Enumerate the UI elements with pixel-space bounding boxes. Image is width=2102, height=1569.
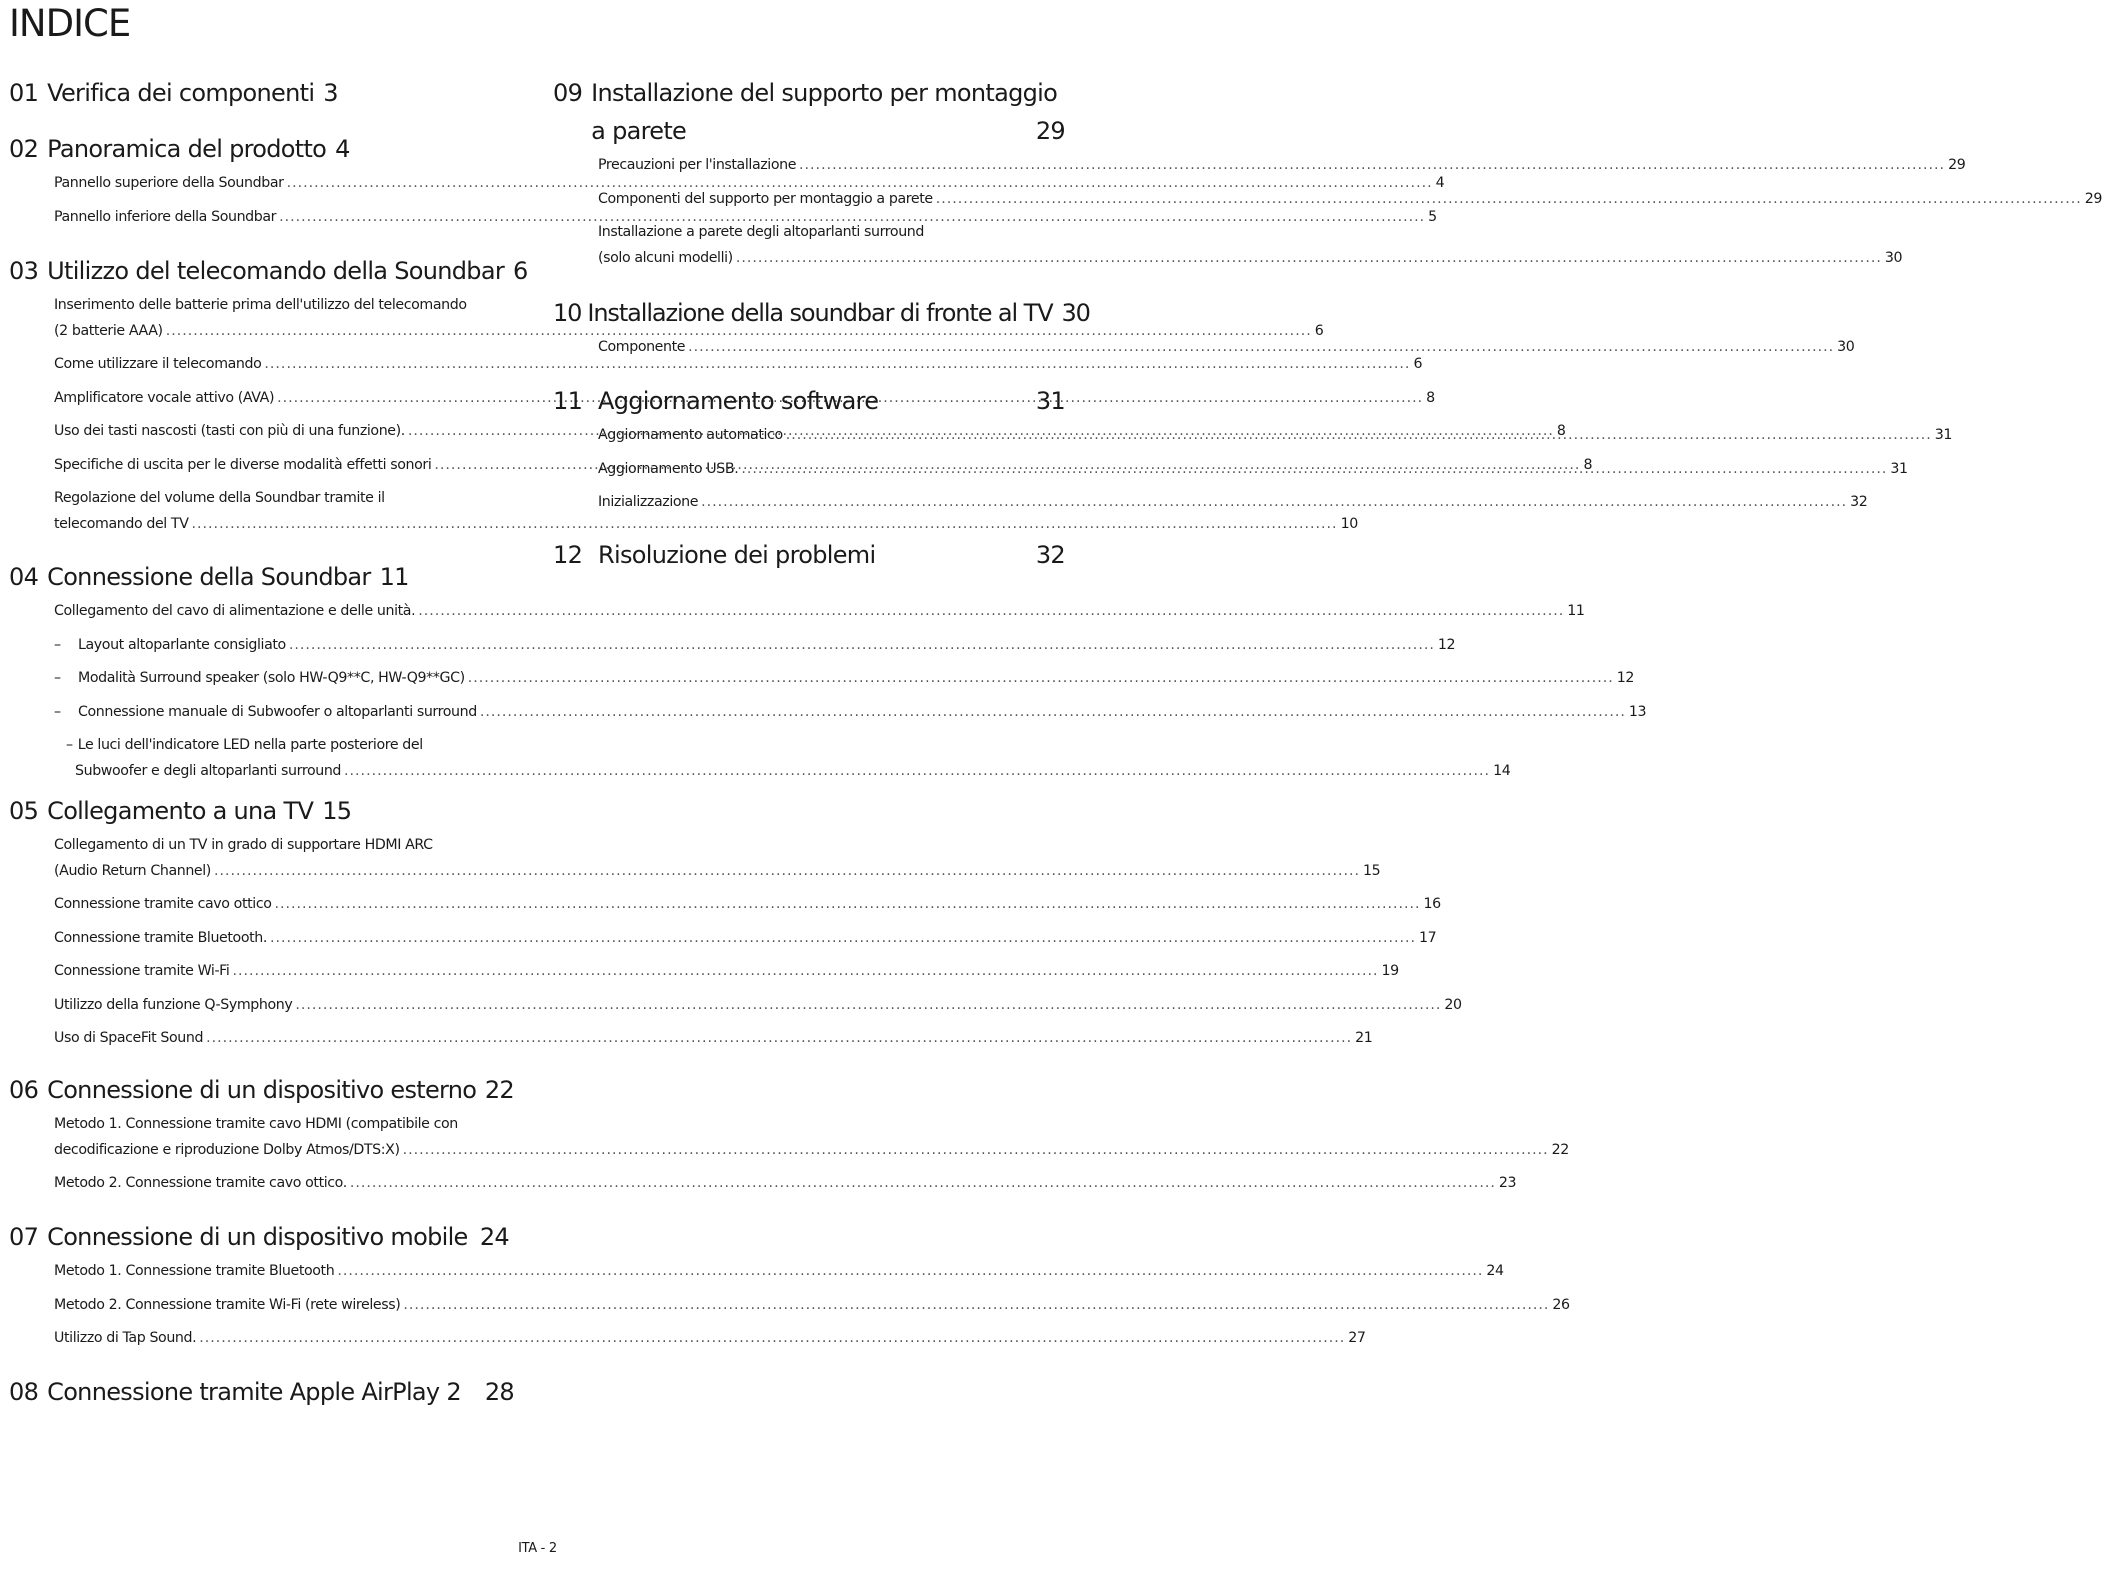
section-heading[interactable] xyxy=(553,382,1065,420)
entry-text: (Audio Return Channel) xyxy=(54,862,211,879)
section-page-number: 3 xyxy=(323,79,338,107)
entry-line xyxy=(54,1259,1504,1285)
entry-page-number: 31 xyxy=(1934,427,1953,443)
dot-leader xyxy=(295,993,1441,1019)
toc-entry[interactable] xyxy=(54,926,1437,952)
entry-text: Connessione tramite cavo ottico xyxy=(54,896,272,912)
entry-text: Installazione a parete degli altoparlanti surround xyxy=(598,224,924,240)
toc-section xyxy=(9,74,521,112)
entry-dash: – xyxy=(54,703,61,720)
entry-line xyxy=(54,633,1456,659)
entry-page-number: 6 xyxy=(1413,356,1423,372)
section-heading[interactable] xyxy=(9,1071,514,1109)
toc-entry[interactable] xyxy=(598,457,1908,483)
entry-page-number: 8 xyxy=(1583,456,1593,473)
toc-section xyxy=(9,1373,521,1411)
entry-text: Connessione manuale di Subwoofer o altoparlanti surround xyxy=(78,703,477,720)
entry-list xyxy=(54,1259,1570,1352)
section-page-number: 6 xyxy=(513,257,528,285)
toc-entry[interactable] xyxy=(54,993,1462,1019)
dot-leader xyxy=(936,187,2082,213)
section-title: Aggiornamento software xyxy=(598,387,879,415)
section-number: 05 xyxy=(9,797,39,825)
entry-text-line xyxy=(54,833,519,859)
dot-leader xyxy=(480,700,1626,726)
section-heading[interactable] xyxy=(9,130,521,168)
toc-entry[interactable] xyxy=(54,1171,1517,1197)
entry-list xyxy=(54,599,1647,784)
entry-list xyxy=(598,335,1855,361)
entry-text: Utilizzo della funzione Q-Symphony xyxy=(54,996,293,1013)
entry-text-line xyxy=(54,293,519,319)
section-title: Connessione della Soundbar xyxy=(47,563,371,591)
entry-page-number: 12 xyxy=(1437,636,1456,653)
toc-section xyxy=(9,558,1647,792)
entry-line xyxy=(54,1171,1517,1197)
toc-section xyxy=(9,792,1462,1060)
toc-entry[interactable] xyxy=(54,205,1437,231)
entry-dash: – xyxy=(66,737,73,753)
entry-page-number: 22 xyxy=(1551,1141,1569,1158)
entry-page-number: 4 xyxy=(1435,175,1445,191)
section-title: Panoramica del prodotto xyxy=(47,135,327,163)
entry-text: Precauzioni per l'installazione xyxy=(598,157,797,173)
section-page-number: 30 xyxy=(1061,299,1090,327)
entry-text: Componenti del supporto per montaggio a parete xyxy=(598,190,933,207)
entry-page-number: 26 xyxy=(1552,1296,1570,1313)
dot-leader xyxy=(289,633,1435,659)
dot-leader xyxy=(270,926,1416,952)
section-number: 04 xyxy=(9,563,39,591)
section-number: 08 xyxy=(9,1378,39,1406)
entry-line xyxy=(54,959,1399,985)
entry-text: Aggiornamento automatico xyxy=(598,427,783,443)
entry-line xyxy=(598,187,2102,213)
entry-text: Uso dei tasti nascosti (tasti con più di una funzione). xyxy=(54,423,405,439)
toc-entry[interactable] xyxy=(54,633,1456,659)
entry-text: Specifiche di uscita per le diverse modalità effetti sonori xyxy=(54,456,432,473)
toc-section xyxy=(9,1071,1569,1205)
section-page-number: 31 xyxy=(1035,387,1065,415)
entry-text: Le luci dell'indicatore LED nella parte posteriore del xyxy=(77,737,423,753)
section-page-number: 24 xyxy=(479,1223,509,1251)
entry-page-number: 14 xyxy=(1493,762,1511,779)
toc-section xyxy=(553,294,1855,369)
entry-line xyxy=(54,1326,1366,1352)
section-page-number: 28 xyxy=(484,1378,514,1406)
section-title: Connessione di un dispositivo esterno xyxy=(47,1076,477,1104)
entry-page-number: 30 xyxy=(1837,339,1855,355)
dot-leader xyxy=(418,599,1564,625)
entry-line xyxy=(54,993,1462,1019)
toc-entry[interactable] xyxy=(598,153,1966,179)
section-title: Risoluzione dei problemi xyxy=(598,541,876,569)
entry-page-number: 10 xyxy=(1340,515,1358,532)
toc-entry[interactable] xyxy=(54,1293,1570,1319)
toc-entry[interactable] xyxy=(54,1259,1504,1285)
section-page-number: 22 xyxy=(484,1076,514,1104)
dot-leader xyxy=(741,457,1887,483)
entry-page-number: 12 xyxy=(1616,670,1635,686)
entry-dash: – xyxy=(54,670,61,686)
dot-leader xyxy=(344,759,1490,785)
dot-leader xyxy=(786,423,1932,449)
entry-text: (solo alcuni modelli) xyxy=(598,249,733,266)
entry-text: Metodo 2. Connessione tramite Wi-Fi (rete wireless) xyxy=(54,1296,401,1313)
entry-line xyxy=(598,153,1966,179)
section-number: 02 xyxy=(9,135,39,163)
entry-text: Uso di SpaceFit Sound xyxy=(54,1030,204,1046)
entry-line xyxy=(54,352,1423,378)
toc-entry[interactable] xyxy=(598,220,1903,271)
entry-text: Subwoofer e degli altoparlanti surround xyxy=(75,762,342,779)
page-title: INDICE xyxy=(9,2,131,45)
entry-text: Modalità Surround speaker (solo HW-Q9**C, HW-Q9**GC) xyxy=(78,670,465,686)
section-number: 10 xyxy=(553,299,582,327)
dot-leader xyxy=(350,1171,1496,1197)
entry-page-number: 13 xyxy=(1628,703,1647,720)
dot-leader xyxy=(337,1259,1483,1285)
section-heading[interactable] xyxy=(9,252,528,290)
entry-line xyxy=(598,423,1953,449)
entry-list xyxy=(54,833,1462,1052)
section-number: 01 xyxy=(9,79,39,107)
entry-text: telecomando del TV xyxy=(54,515,189,532)
toc-entry[interactable] xyxy=(54,599,1585,625)
entry-text: Amplificatore vocale attivo (AVA) xyxy=(54,389,275,406)
entry-page-number: 29 xyxy=(2084,190,2102,207)
entry-list xyxy=(598,153,2102,271)
entry-text: Utilizzo di Tap Sound. xyxy=(54,1330,197,1346)
section-title: Collegamento a una TV xyxy=(47,797,314,825)
entry-line xyxy=(598,490,1868,516)
section-page-number: 11 xyxy=(379,563,409,591)
page-footer: ITA - 2 xyxy=(518,1541,557,1556)
entry-text: Come utilizzare il telecomando xyxy=(54,356,262,372)
entry-text: Metodo 1. Connessione tramite Bluetooth xyxy=(54,1263,335,1279)
section-heading[interactable] xyxy=(553,294,1090,332)
section-title: Installazione della soundbar di fronte al TV xyxy=(587,299,1053,327)
entry-page-number: 31 xyxy=(1890,460,1908,477)
entry-list xyxy=(598,423,1953,516)
entry-page-number: 17 xyxy=(1419,929,1437,946)
toc-section xyxy=(9,1218,1570,1360)
entry-text-line xyxy=(54,486,519,512)
entry-dash: – xyxy=(54,636,61,653)
entry-line xyxy=(54,1138,1569,1164)
entry-line xyxy=(54,599,1585,625)
dot-leader xyxy=(403,1293,1549,1319)
dot-leader xyxy=(403,1138,1549,1164)
entry-text: Inizializzazione xyxy=(598,494,699,510)
section-heading[interactable] xyxy=(9,74,521,112)
toc-entry[interactable] xyxy=(54,733,1511,784)
section-page-number: 32 xyxy=(1035,541,1065,569)
entry-line xyxy=(54,171,1445,197)
toc-entry[interactable] xyxy=(54,1326,1366,1352)
toc-section xyxy=(553,74,2102,279)
section-title: Utilizzo del telecomando della Soundbar xyxy=(47,257,505,285)
entry-line xyxy=(54,700,1647,726)
section-number: 06 xyxy=(9,1076,39,1104)
entry-text: Aggiornamento USB. xyxy=(598,460,739,477)
entry-line xyxy=(54,759,1511,785)
toc-entry[interactable] xyxy=(54,700,1647,726)
entry-line xyxy=(54,205,1437,231)
entry-text: Connessione tramite Bluetooth. xyxy=(54,929,267,946)
section-number: 03 xyxy=(9,257,39,285)
entry-text: Componente xyxy=(598,339,686,355)
entry-page-number: 30 xyxy=(1884,249,1903,266)
toc-entry[interactable] xyxy=(54,352,1423,378)
entry-text: Metodo 1. Connessione tramite cavo HDMI (compatibile con xyxy=(54,1116,458,1132)
entry-page-number: 21 xyxy=(1355,1030,1373,1046)
toc-entry[interactable] xyxy=(54,833,1381,884)
toc-entry[interactable] xyxy=(54,171,1445,197)
entry-page-number: 23 xyxy=(1498,1175,1517,1191)
section-heading[interactable] xyxy=(553,74,1065,150)
entry-text: (2 batterie AAA) xyxy=(54,322,163,339)
entry-text: Pannello superiore della Soundbar xyxy=(54,175,284,191)
section-page-number: 29 xyxy=(1035,117,1065,145)
entry-page-number: 19 xyxy=(1381,963,1399,979)
section-number: 07 xyxy=(9,1223,39,1251)
entry-line xyxy=(54,319,1324,345)
dot-leader xyxy=(701,490,1847,516)
toc-section xyxy=(553,536,1065,574)
entry-page-number: 11 xyxy=(1567,603,1585,619)
section-heading[interactable] xyxy=(9,1373,514,1411)
entry-text: Collegamento del cavo di alimentazione e delle unità. xyxy=(54,603,416,619)
entry-text-line xyxy=(54,733,519,759)
toc-entry[interactable] xyxy=(598,423,1953,449)
entry-page-number: 6 xyxy=(1314,322,1324,339)
toc-entry[interactable] xyxy=(598,335,1855,361)
entry-text-line xyxy=(54,1112,519,1138)
entry-page-number: 24 xyxy=(1486,1263,1504,1279)
section-title-wrap xyxy=(591,74,1061,150)
entry-line xyxy=(54,892,1441,918)
entry-line xyxy=(598,246,1903,272)
entry-line xyxy=(54,512,1358,538)
entry-page-number: 16 xyxy=(1423,896,1441,912)
section-number: 12 xyxy=(553,541,583,569)
entry-line xyxy=(54,666,1635,692)
section-heading[interactable] xyxy=(9,558,521,596)
section-title: Connessione tramite Apple AirPlay 2 xyxy=(47,1378,461,1406)
toc-entry[interactable] xyxy=(54,1112,1569,1163)
entry-page-number: 32 xyxy=(1850,494,1868,510)
toc-entry[interactable] xyxy=(54,1026,1373,1052)
toc-entry[interactable] xyxy=(54,959,1399,985)
entry-list xyxy=(54,1112,1569,1197)
dot-leader xyxy=(214,859,1360,885)
entry-text: Connessione tramite Wi-Fi xyxy=(54,963,230,979)
section-number: 11 xyxy=(553,387,583,415)
dot-leader xyxy=(468,666,1614,692)
entry-text: Inserimento delle batterie prima dell'utilizzo del telecomando xyxy=(54,297,467,313)
entry-text-line xyxy=(598,220,1063,246)
entry-text: Layout altoparlante consigliato xyxy=(78,636,286,653)
toc-entry[interactable] xyxy=(598,187,2102,213)
entry-line xyxy=(54,926,1437,952)
dot-leader xyxy=(232,959,1378,985)
section-number: 09 xyxy=(553,79,583,107)
dot-leader xyxy=(799,153,1945,179)
entry-line xyxy=(54,1293,1570,1319)
entry-line xyxy=(598,335,1855,361)
entry-text: Regolazione del volume della Soundbar tramite il xyxy=(54,490,385,506)
toc-entry[interactable] xyxy=(54,892,1441,918)
section-title: Installazione del supporto per montaggio a parete xyxy=(591,79,1058,145)
section-heading[interactable] xyxy=(9,1218,509,1256)
section-page-number: 15 xyxy=(322,797,352,825)
entry-page-number: 15 xyxy=(1363,862,1381,879)
entry-text: Pannello inferiore della Soundbar xyxy=(54,208,277,225)
dot-leader xyxy=(688,335,1834,361)
entry-text: Collegamento di un TV in grado di supportare HDMI ARC xyxy=(54,837,433,853)
entry-page-number: 20 xyxy=(1444,996,1462,1013)
dot-leader xyxy=(736,246,1882,272)
entry-page-number: 8 xyxy=(1556,423,1566,439)
toc-entry[interactable] xyxy=(598,490,1868,516)
entry-page-number: 27 xyxy=(1348,1330,1366,1346)
dot-leader xyxy=(206,1026,1352,1052)
section-title: Verifica dei componenti xyxy=(47,79,315,107)
toc-entry[interactable] xyxy=(54,666,1635,692)
entry-page-number: 29 xyxy=(1948,157,1966,173)
entry-text: decodificazione e riproduzione Dolby Atmos/DTS:X) xyxy=(54,1141,400,1158)
entry-page-number: 8 xyxy=(1426,389,1435,406)
section-page-number: 4 xyxy=(335,135,350,163)
section-heading[interactable] xyxy=(9,792,521,830)
entry-text: Metodo 2. Connessione tramite cavo ottico. xyxy=(54,1175,347,1191)
section-heading[interactable] xyxy=(553,536,1065,574)
dot-leader xyxy=(275,892,1421,918)
section-title: Connessione di un dispositivo mobile xyxy=(47,1223,468,1251)
dot-leader xyxy=(199,1326,1345,1352)
entry-page-number: 5 xyxy=(1428,208,1437,225)
entry-line xyxy=(54,859,1381,885)
entry-line xyxy=(598,457,1908,483)
entry-line xyxy=(54,1026,1373,1052)
